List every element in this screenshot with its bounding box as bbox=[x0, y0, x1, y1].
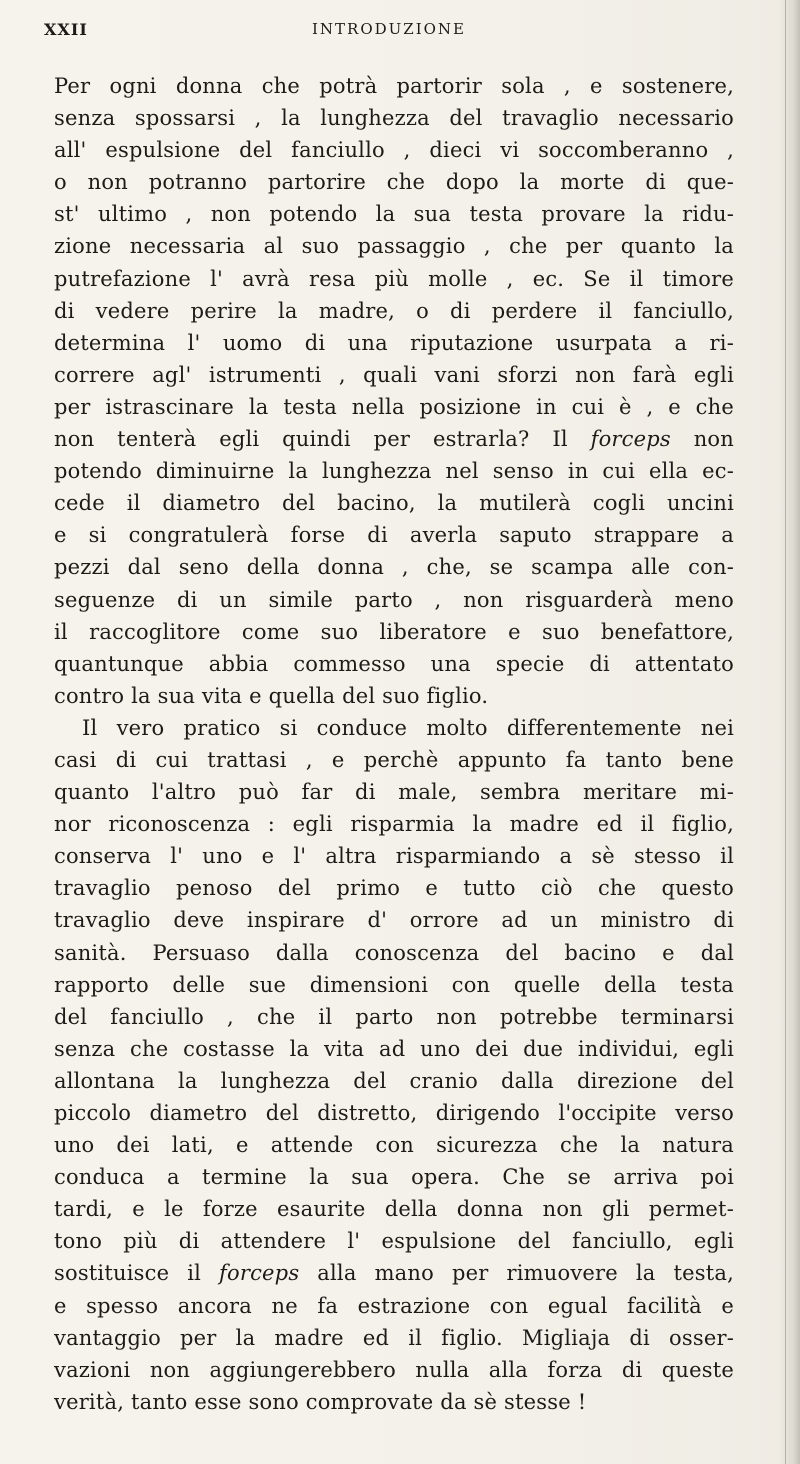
text-line: o non potranno partorire che dopo la morte di que- bbox=[54, 170, 734, 195]
text-line: travaglio deve inspirare d' orrore ad un ministro di bbox=[54, 908, 734, 933]
text-line: pezzi dal seno della donna , che, se scampa alle con- bbox=[54, 555, 734, 580]
text-line: di vedere perire la madre, o di perdere il fanciullo, bbox=[54, 298, 734, 323]
text-line: tardi, e le forze esaurite della donna non gli permet- bbox=[54, 1197, 734, 1222]
text-line: casi di cui trattasi , e perchè appunto fa tanto bene bbox=[54, 747, 734, 772]
text-line: zione necessaria al suo passaggio , che per quanto la bbox=[54, 234, 734, 259]
text-line: Per ogni donna che potrà partorir sola , e sostenere, bbox=[54, 74, 734, 98]
italic-term: forceps bbox=[590, 427, 671, 452]
text-line: quantunque abbia commesso una specie di attentato bbox=[54, 651, 734, 676]
italic-term: forceps bbox=[219, 1261, 300, 1286]
text-line: verità, tanto esse sono comprovate da sè stesse ! bbox=[54, 1389, 587, 1414]
text-line: vazioni non aggiungerebbero nulla alla forza di queste bbox=[54, 1357, 734, 1382]
text-line: rapporto delle sue dimensioni con quelle della testa bbox=[54, 972, 734, 997]
text-line: non tenterà egli quindi per estrarla? Il forceps non bbox=[54, 427, 735, 452]
running-title: INTRODUZIONE bbox=[311, 20, 467, 38]
text-line: tono più di attendere l' espulsione del fanciullo, egli bbox=[54, 1229, 734, 1254]
text-line: sanità. Persuaso dalla conoscenza del bacino e dal bbox=[54, 940, 734, 965]
text-line: senza spossarsi , la lunghezza del travaglio necessario bbox=[54, 106, 734, 131]
text-line: determina l' uomo di una riputazione usurpata a ri- bbox=[54, 330, 734, 355]
text-line: per istrascinare la testa nella posizione in cui è , e che bbox=[54, 394, 734, 419]
body-text bbox=[54, 70, 734, 1418]
text-line: correre agl' istrumenti , quali vani sforzi non farà egli bbox=[54, 362, 734, 387]
text-line: sostituisce il forceps alla mano per rimuovere la testa, bbox=[54, 1261, 734, 1286]
text-line: potendo diminuirne la lunghezza nel senso in cui ella ec- bbox=[54, 459, 734, 484]
text-line: uno dei lati, e attende con sicurezza che la natura bbox=[54, 1133, 734, 1158]
text-line: putrefazione l' avrà resa più molle , ec. Se il timore bbox=[54, 266, 734, 291]
text-line: quanto l'altro può far di male, sembra meritare mi- bbox=[54, 780, 734, 805]
text-line: all' espulsione del fanciullo , dieci vi soccomberanno , bbox=[54, 138, 734, 163]
text-line: e si congratulerà forse di averla saputo strappare a bbox=[54, 523, 734, 548]
text-line: allontana la lunghezza del cranio dalla direzione del bbox=[54, 1068, 734, 1093]
text-line: vantaggio per la madre ed il figlio. Migliaja di osser- bbox=[54, 1325, 734, 1350]
page-number: XXII bbox=[44, 20, 88, 39]
page-edge-line bbox=[785, 0, 786, 1464]
text-line: seguenze di un simile parto , non risguarderà meno bbox=[54, 587, 734, 612]
text-line: Il vero pratico si conduce molto differentemente nei bbox=[82, 715, 734, 740]
text-line: conduca a termine la sua opera. Che se arriva poi bbox=[54, 1165, 734, 1190]
text-line: il raccoglitore come suo liberatore e suo benefattore, bbox=[54, 619, 734, 644]
text-line: del fanciullo , che il parto non potrebbe terminarsi bbox=[54, 1004, 734, 1029]
text-line: conserva l' uno e l' altra risparmiando a sè stesso il bbox=[54, 844, 734, 869]
text-line: st' ultimo , non potendo la sua testa provare la ridu- bbox=[54, 202, 734, 227]
text-line: piccolo diametro del distretto, dirigendo l'occipite verso bbox=[54, 1101, 734, 1125]
page-edge-shadow bbox=[778, 0, 800, 1464]
text-line: contro la sua vita e quella del suo figlio. bbox=[54, 683, 489, 708]
text-line: nor riconoscenza : egli risparmia la madre ed il figlio, bbox=[54, 812, 734, 837]
text-line: e spesso ancora ne fa estrazione con egual facilità e bbox=[54, 1293, 734, 1318]
text-line: senza che costasse la vita ad uno dei due individui, egli bbox=[54, 1036, 734, 1061]
text-line: cede il diametro del bacino, la mutilerà cogli uncini bbox=[54, 491, 734, 516]
text-line: travaglio penoso del primo e tutto ciò che questo bbox=[54, 876, 734, 901]
page-header bbox=[44, 20, 734, 50]
